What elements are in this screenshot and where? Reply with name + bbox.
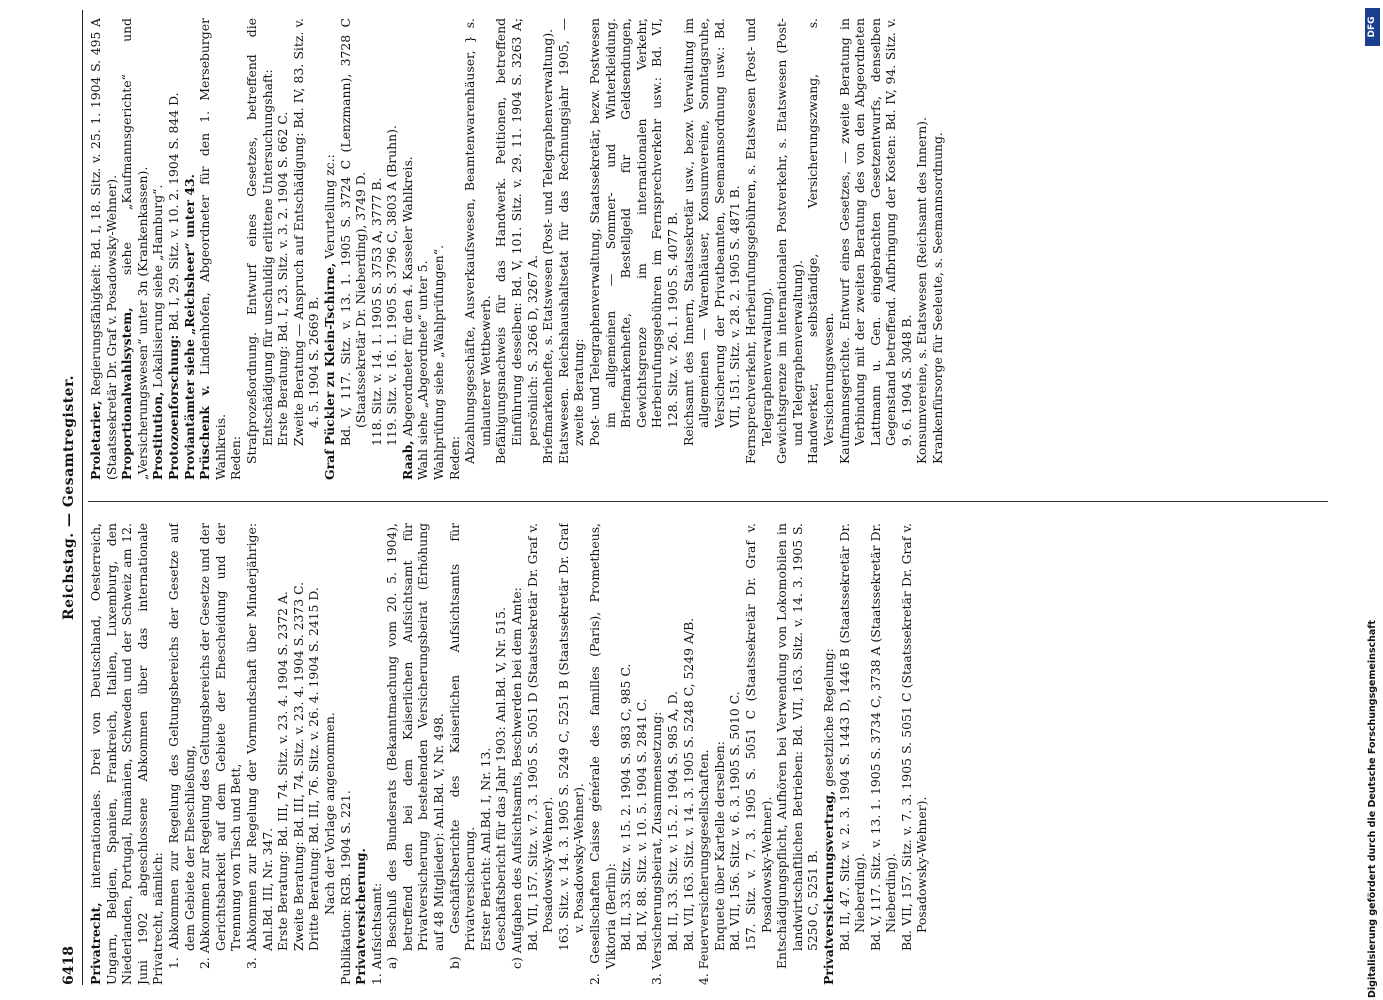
index-entry: Zweite Beratung — Anspruch auf Entschädigung: Bd. IV, 83. Sitz. v. 4. 5. 1904 S. 2669 B.: [290, 18, 322, 446]
index-entry: Bd. VII, 157. Sitz. v. 7. 3. 1905 S. 5051 D (Staatssekretär Dr. Graf v. Posadowsky-Wehner).: [524, 523, 556, 951]
index-entry: Dritte Beratung: Bd. III, 76. Sitz. v. 26. 4. 1904 S. 2415 D.: [306, 587, 322, 951]
index-entry: Bd. VII, 163. Sitz. v. 14. 3. 1905 S. 5248 C, 5249 A/B.: [680, 617, 696, 951]
index-entry: 163. Sitz. v. 14. 3. 1905 S. 5249 C, 5251 B (Staatssekretär Dr. Graf v. Posadowsky-Wehner).: [555, 523, 587, 951]
entry-lemma: Graf Pückler zu Klein-Tschirne,: [321, 262, 337, 480]
entry-lemma: Prüschenk v.: [197, 385, 213, 480]
index-entry: Briefmarkenhefte, s. Etatswesen (Post- und Telegraphenverwaltung).: [540, 28, 556, 464]
index-entry: Gewichtsgrenze im internationalen Postverkehr, s. Etatswesen (Post- und Telegraphenverwaltung).: [774, 18, 805, 464]
index-entry: 3. Versicherungsbeirat, Zusammensetzung:: [649, 711, 665, 985]
index-entry: Raab, Abgeordneter für den 4. Kasseler Wahlkreis.: [399, 156, 415, 480]
running-title: Reichstag. — Gesamtregister.: [61, 374, 77, 621]
index-entry: 119. Sitz. v. 16. 1. 1905 S. 3796 C, 3803 A (Bruhn).: [384, 125, 400, 446]
index-entry: Privatrecht, internationales. Drei von Deutschland, Oesterreich, Ungarn, Belgien, Spanien, Frankreich, Italien, Luxemburg, den Niederlanden, Portugal, Rumänien, Schweden und der Schweiz am 12. Juni 1902 abgeschlossene Abkommen über das internationale Privatrecht, nämlich:: [88, 523, 166, 985]
header-rule: [82, 10, 83, 985]
page-number: 6418: [61, 946, 77, 985]
index-entry: Bd. II, 47. Sitz. v. 2. 3. 1904 S. 1443 D, 1446 B (Staatssekretär Dr. Nieberding).: [836, 523, 868, 951]
index-entry: Kaufmannsgerichte. Entwurf eines Gesetzes, — zweite Beratung in Verbindung mit der zweiten Beratung des von den Abgeordneten Lattmann u. Gen. eingebrachten Gesetzentwurfs, denselben Gegenstand betreffend. Aufbringung der Kosten: Bd. IV, 94. Sitz. v. 9. 6. 1904 S. 3048 B.: [836, 18, 914, 464]
index-entry: [353, 523, 369, 985]
index-entry: Wahlprüfung siehe „Wahlprüfungen“.: [431, 244, 447, 480]
index-entry: Abzahlungsgeschäfte, Ausverkaufswesen, Beamtenwarenhäuser, } s. unlauterer Wettbewerb.: [462, 18, 493, 464]
index-entry: 1. Abkommen zur Regelung des Geltungsbereichs der Gesetze auf dem Gebiete der Eheschließung,: [165, 523, 197, 969]
index-entry: [182, 18, 198, 480]
index-entry: Krankenfürsorge für Seeleute, s. Seemannsordnung.: [930, 132, 946, 464]
index-entry: Reden:: [228, 435, 244, 480]
index-entry: 118. Sitz. v. 14. 1. 1905 S. 3753 A, 3777 B.: [368, 177, 384, 446]
entry-lemma: Proletarier,: [88, 400, 103, 480]
index-entry: Prostitution, Lokalisierung siehe „Hamburg“.: [150, 184, 166, 480]
index-entry: Geschäftsbericht für das Jahr 1903: Anl.Bd. V, Nr. 515.: [493, 607, 509, 951]
index-entry: c) Aufgaben des Aufsichtsamts, Beschwerden bei dem Amte:: [509, 587, 525, 969]
column-divider: [88, 501, 1328, 502]
index-entry: 3. Abkommen zur Regelung der Vormundschaft über Minderjährige: Anl.Bd. III, Nr. 347.: [243, 523, 275, 969]
index-entry: b) Geschäftsberichte des Kaiserlichen Aufsichtsamts für Privatversicherung.: [446, 523, 478, 969]
left-column: [88, 523, 1328, 985]
digitization-note: Digitalisierung gefördert durch die Deutsche Forschungsgemeinschaft: [1367, 620, 1378, 998]
index-entry: 2. Abkommen zur Regelung des Geltungsbereichs der Gesetze und der Gerichtsbarkeit auf dem Gebiete der Ehescheidung und der Trennung von Tisch und Bett,: [197, 523, 244, 969]
index-entry: Bd. VII, 157. Sitz. v. 7. 3. 1905 S. 5051 C (Staatssekretär Dr. Graf v. Posadowsky-Wehner).: [898, 523, 930, 951]
right-column: [88, 18, 1328, 480]
index-entry: Reden:: [446, 435, 462, 480]
index-entry: Nach der Vorlage angenommen.: [321, 712, 337, 915]
index-entry: 4. Feuerversicherungsgesellschaften.: [696, 749, 712, 985]
index-entry: Wahl siehe „Abgeordnete“ unter 5.: [415, 260, 431, 480]
index-entry: Fernsprechverkehr, Herbeirufungsgebühren, s. Etatswesen (Post- und Telegraphenverwaltung).: [742, 18, 774, 464]
entry-lemma: Protozoenforschung:: [165, 334, 181, 480]
index-entry: 157. Sitz. v. 7. 3. 1905 S. 5051 C (Staatssekretär Dr. Graf v. Posadowsky-Wehner).: [742, 523, 774, 951]
running-header: [58, 10, 80, 985]
index-entry: Graf Pückler zu Klein-Tschirne, Verurteilung zc.:: [321, 154, 337, 480]
index-entry: Proportionalwahlsystem, siehe „Kaufmannsgerichte“ und „Versicherungswesen“ unter 3n (Krankenkassen).: [119, 18, 150, 480]
index-entry: 1. Aufsichtsamt:: [368, 882, 384, 985]
index-entry: Bd. V, 117. Sitz. v. 13. 1. 1905 S. 3734 C, 3738 A (Staatssekretär Dr. Nieberding).: [867, 523, 899, 951]
entry-lemma: Raab,: [399, 440, 415, 480]
entry-lemma: Proportionalwahlsystem,: [119, 307, 135, 480]
index-entry: Publikation: RGB. 1904 S. 221.: [337, 790, 353, 985]
index-entry: Erster Bericht: Anl.Bd. I, Nr. 13.: [477, 747, 493, 951]
entry-lemma: Privatversicherung.: [353, 848, 369, 985]
index-entry: Bd. VII, 156. Sitz. v. 6. 3. 1905 S. 5010 C.: [727, 691, 743, 951]
rotated-page-content: [58, 10, 1363, 985]
index-entry: Bd. II, 33. Sitz. v. 15. 2. 1904 S. 983 C, 985 C.: [618, 663, 634, 951]
entry-lemma: Privatrecht,: [88, 902, 103, 985]
index-entry: Entschädigungspflicht, Aufhören bei Verwendung von Lokomobilen in landwirtschaftlichen Betrieben: Bd. VII, 163. Sitz. v. 14. 3. 1905 S. 5250 C, 5251 B.: [774, 523, 821, 969]
dfg-logo-text: DFG: [1367, 16, 1377, 38]
index-entry: Prüschenk v. Lindenhofen, Abgeordneter für den 1. Merseburger Wahlkreis.: [197, 18, 228, 480]
index-entry: Erste Beratung: Bd. III, 74. Sitz. v. 23. 4. 1904 S. 2372 A.: [275, 591, 291, 951]
entry-lemma: Proviantämter siehe „Reichsheer“ unter 43.: [181, 174, 197, 480]
index-entry: Proletarier, Regierungsfähigkeit: Bd. I, 18. Sitz. v. 25. 1. 1904 S. 495 A (Staatssekretär Dr. Graf v. Posadowsky-Wehner).: [88, 18, 119, 480]
index-entry: Befähigungsnachweis für das Handwerk. Petitionen, betreffend Einführung desselben: Bd. V, 101. Sitz. v. 29. 11. 1904 S. 3263 A; persönlich: S. 3266 D, 3267 A.: [493, 18, 540, 464]
index-entry: Protozoenforschung: Bd. I, 29. Sitz. v. 10. 2. 1904 S. 844 D.: [165, 92, 181, 480]
index-entry: Konsumvereine, s. Etatswesen (Reichsamt des Innern).: [914, 117, 930, 464]
index-entry: Post- und Telegraphenverwaltung, Staatssekretär, bezw. Postwesen im allgemeinen — Sommer- und Winterkleidung. Briefmarkenhefte, Bestellgeld für Geldsendungen, Gewichtsgrenze im internationalen Verkehr, Herbeirufungsgebühren im Fernsprechverkehr usw.: Bd. VI, 128. Sitz. v. 26. 1. 1905 S. 4077 B.: [587, 18, 680, 446]
index-entry: Enquete über Kartelle derselben:: [711, 741, 727, 951]
index-entry: Bd. V, 117. Sitz. v. 13. 1. 1905 S. 3724 C (Lenzmann), 3728 C (Staatssekretär Dr. Nieberding), 3749 D.: [337, 18, 369, 446]
index-entry: Etatswesen. Reichshaushaltsetat für das Rechnungsjahr 1905, — zweite Beratung:: [555, 18, 587, 464]
index-entry: Reichsamt des Innern, Staatssekretär usw., bezw. Verwaltung im allgemeinen — Warenhäuser, Konsumvereine, Sonntagsruhe, Versicherung der Privatbeamten, Seemannsordnung usw.: Bd. VII, 151. Sitz. v. 28. 2. 1905 S. 4871 B.: [680, 18, 743, 446]
index-entry: Privatversicherungsvertrag, gesetzliche Regelung:: [820, 648, 836, 985]
index-entry: Strafprozeßordnung. Entwurf eines Gesetzes, betreffend die Entschädigung für unschuldig erlittene Untersuchungshaft:: [243, 18, 275, 464]
entry-lemma: Privatversicherungsvertrag,: [820, 790, 836, 985]
index-entry: Bd. IV, 88. Sitz. v. 10. 5. 1904 S. 2841 C.: [633, 698, 649, 951]
index-entry: Handwerker, selbständige, Versicherungszwang, s. Versicherungswesen.: [805, 18, 836, 464]
index-entry: Bd. II, 33. Sitz. v. 15. 2. 1904 S. 985 A, D.: [664, 690, 680, 951]
index-entry: Erste Beratung: Bd. I, 23. Sitz. v. 3. 2. 1904 S. 662 C.: [275, 111, 291, 446]
index-entry: 2. Gesellschaften Caisse générale des familles (Paris), Prometheus, Viktoria (Berlin):: [587, 523, 618, 985]
index-entry: Zweite Beratung: Bd. III, 74. Sitz. v. 23. 4. 1904 S. 2373 C.: [290, 581, 306, 951]
index-entry: a) Beschluß des Bundesrats (Bekanntmachung vom 20. 5. 1904), betreffend den bei dem Kaiserlichen Aufsichtsamt für Privatversicherung bestehenden Versicherungsbeirat (Erhöhung auf 48 Mitglieder): Anl.Bd. V, Nr. 498.: [384, 523, 447, 969]
entry-lemma: Prostitution,: [150, 391, 166, 480]
